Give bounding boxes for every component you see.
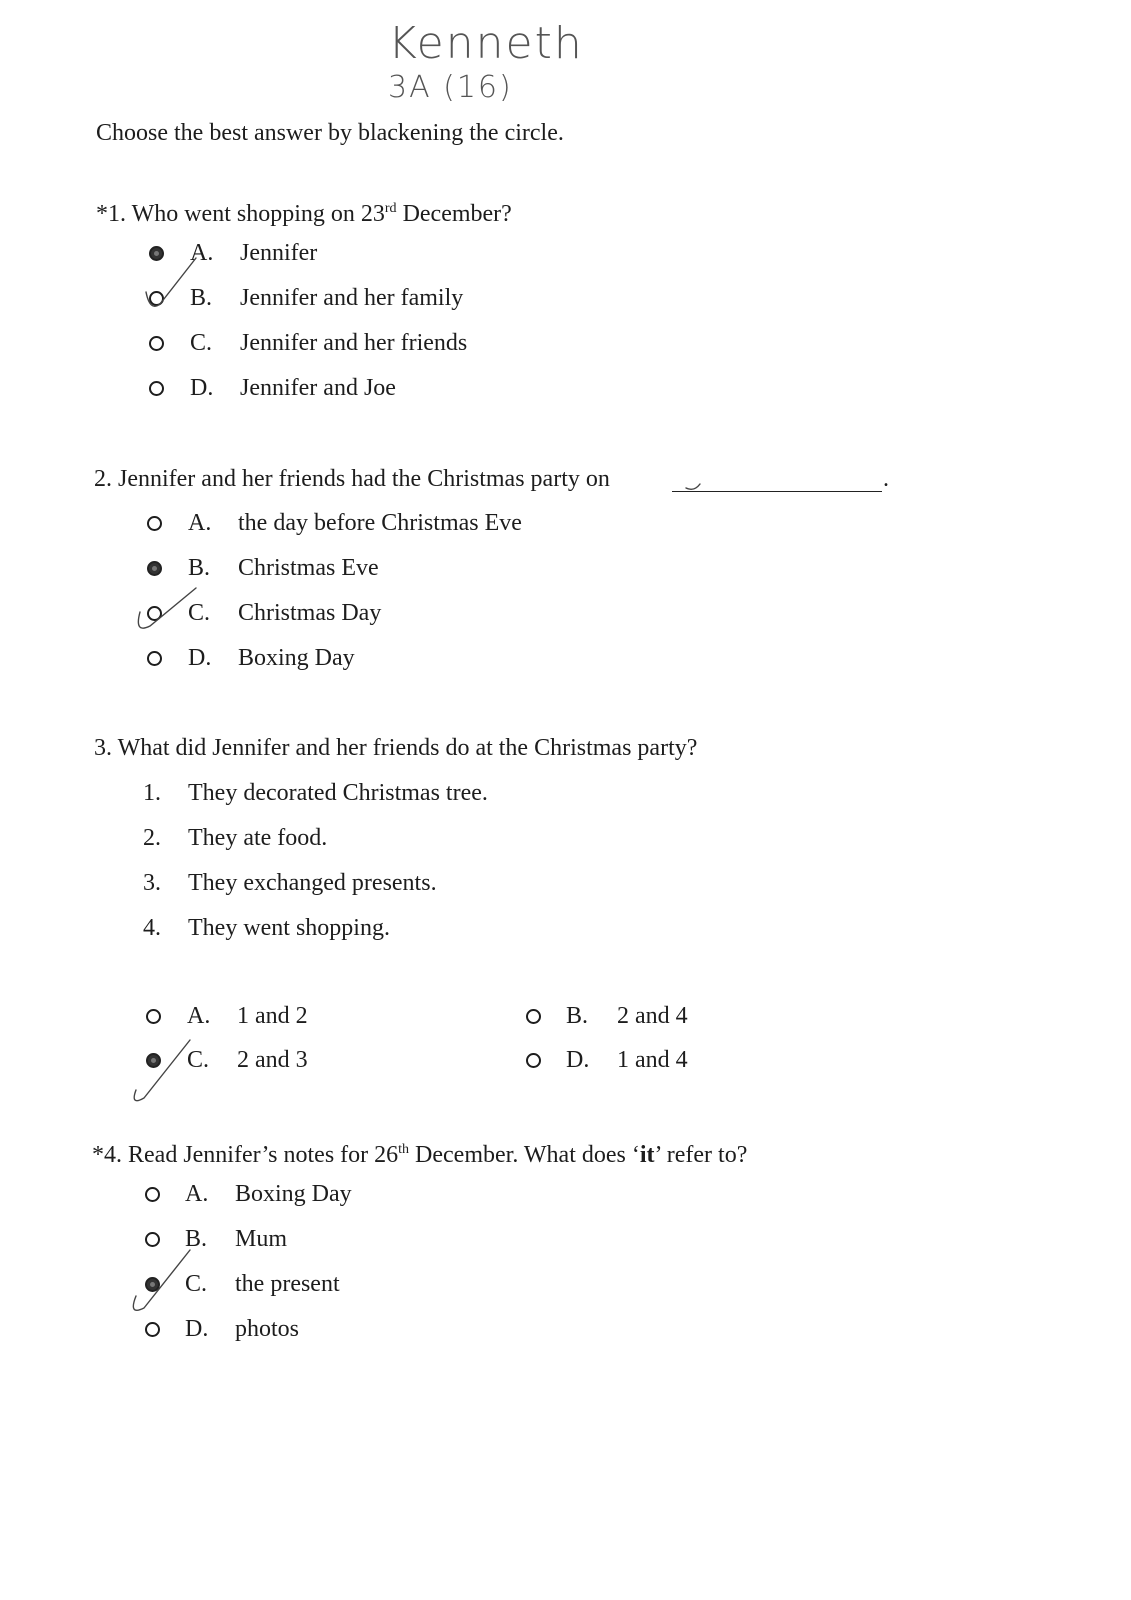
q4-option-a-letter: A. (185, 1181, 209, 1207)
student-name: Kenneth (388, 18, 584, 69)
q3-statement-4-num: 4. (143, 915, 161, 941)
q3-statement-2-num: 2. (143, 825, 161, 851)
q3-statement-1-num: 1. (143, 780, 161, 806)
q2-option-d-letter: D. (188, 645, 212, 671)
q4-tick-mark (133, 1250, 190, 1310)
q4-mid: December. What does ‘ (409, 1142, 640, 1168)
q4-bold-word: it (639, 1142, 655, 1168)
q3-option-b-text: 2 and 4 (617, 1003, 688, 1029)
q2-option-b-letter: B. (188, 555, 211, 581)
q2-tick-mark (138, 588, 196, 628)
q4-option-b-letter: B. (185, 1226, 208, 1252)
q2-option-d-text: Boxing Day (238, 645, 355, 671)
q1-suffix: December? (396, 201, 512, 227)
q3-option-c-letter: C. (187, 1047, 210, 1073)
q3-statement-2-text: They ate food. (188, 825, 328, 851)
q3-statement-3-text: They exchanged presents. (188, 870, 437, 896)
q3-statement-1-text: They decorated Christmas tree. (188, 780, 488, 806)
q1-option-c-letter: C. (190, 330, 213, 356)
q3-option-d-letter: D. (566, 1047, 590, 1073)
q4-option-b-text: Mum (235, 1226, 288, 1252)
q3-option-c-text: 2 and 3 (237, 1047, 308, 1073)
q1-option-b-letter: B. (190, 285, 213, 311)
q4-option-c-text: the present (235, 1271, 340, 1297)
q2-option-a-text: the day before Christmas Eve (238, 510, 522, 536)
student-class: 3A (16) (388, 70, 513, 105)
q1-tick-mark (146, 258, 196, 306)
q1-option-a-letter: A. (190, 240, 214, 266)
q3-option-d-text: 1 and 4 (617, 1047, 688, 1073)
q3-tick-mark (134, 1040, 190, 1101)
q4-option-c-letter: C. (185, 1271, 208, 1297)
q3-statement-3-num: 3. (143, 870, 161, 896)
question-3: 3. What did Jennifer and her friends do at the Christmas party? (94, 735, 698, 761)
q4-option-a-text: Boxing Day (235, 1181, 352, 1207)
q3-option-a-letter: A. (187, 1003, 211, 1029)
q2-option-a-letter: A. (188, 510, 212, 536)
q4-sup: th (398, 1142, 410, 1157)
q2-blank-mark (686, 484, 700, 489)
q3-statement-4-text: They went shopping. (188, 915, 390, 941)
q2-option-c-text: Christmas Day (238, 600, 382, 626)
q4-prefix: *4. Read Jennifer’s notes for 26 (92, 1142, 399, 1168)
q1-option-d-text: Jennifer and Joe (240, 375, 396, 401)
instruction: Choose the best answer by blackening the circle. (96, 120, 564, 146)
q2-option-b-text: Christmas Eve (238, 555, 379, 581)
q2-option-c-letter: C. (188, 600, 211, 626)
question-2: 2. Jennifer and her friends had the Christmas party on (94, 466, 610, 492)
q1-option-b-text: Jennifer and her family (240, 285, 464, 311)
q4-option-d-text: photos (235, 1316, 300, 1342)
q1-option-c-text: Jennifer and her friends (240, 330, 468, 356)
q1-option-d-letter: D. (190, 375, 214, 401)
q4-option-d-letter: D. (185, 1316, 209, 1342)
q1-option-a-text: Jennifer (240, 240, 318, 266)
q3-option-b-letter: B. (566, 1003, 589, 1029)
q1-prefix: *1. Who went shopping on 23 (96, 201, 385, 227)
q4-suffix: ’ refer to? (654, 1142, 748, 1168)
q1-sup: rd (384, 201, 397, 216)
q3-option-a-text: 1 and 2 (237, 1003, 308, 1029)
q2-end-period: . (883, 466, 889, 492)
